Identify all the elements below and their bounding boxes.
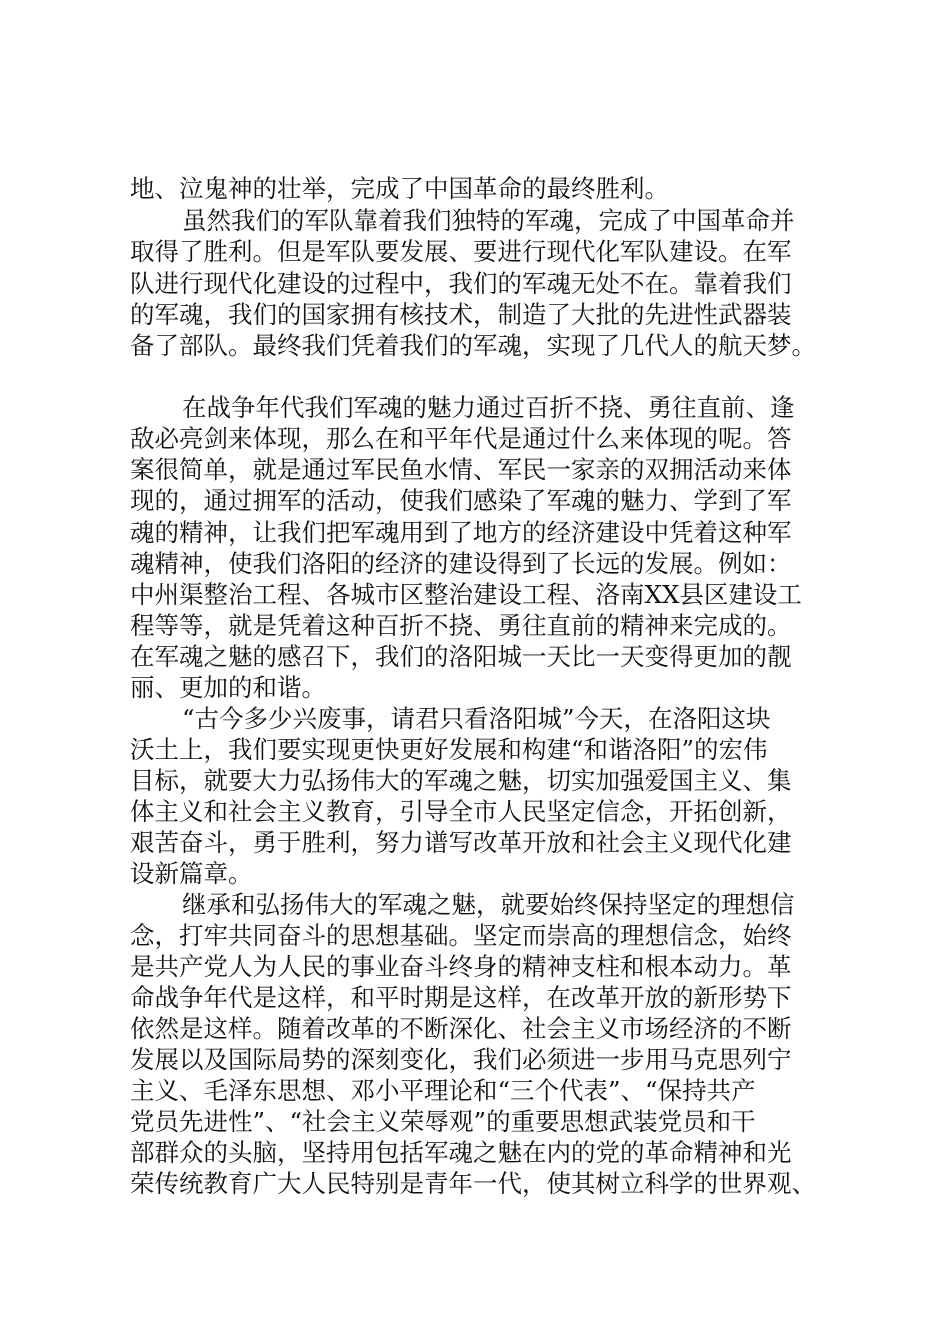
text-line: 取得了胜利。但是军队要发展、要进行现代化军队建设。在军 — [130, 237, 792, 266]
text-line: “古今多少兴废事，请君只看洛阳城”今天，在洛阳这块 — [182, 704, 771, 733]
text-line: 中州渠整治工程、各城市区整治建设工程、洛南XX县区建设工 — [130, 580, 802, 609]
text-line: 党员先进性”、“社会主义荣辱观”的重要思想武装党员和干 — [130, 1107, 756, 1136]
text-line: 发展以及国际局势的深刻变化，我们必须进一步用马克思列宁 — [130, 1045, 792, 1074]
text-line: 主义、毛泽东思想、邓小平理论和“三个代表”、“保持共产 — [130, 1076, 756, 1105]
text-line: 依然是这样。随着改革的不断深化、社会主义市场经济的不断 — [130, 1014, 792, 1043]
text-line: 魂的精神，让我们把军魂用到了地方的经济建设中凭着这种军 — [130, 518, 792, 547]
text-line: 程等等，就是凭着这种百折不挠、勇往直前的精神来完成的。 — [130, 611, 792, 640]
text-line: 设新篇章。 — [130, 859, 253, 888]
text-line: 艰苦奋斗，勇于胜利，努力谱写改革开放和社会主义现代化建 — [130, 828, 792, 857]
text-line: 继承和弘扬伟大的军魂之魅，就要始终保持坚定的理想信 — [182, 890, 795, 919]
text-line: 部群众的头脑，坚持用包括军魂之魅在内的党的革命精神和光 — [130, 1138, 792, 1167]
text-line: 敌必亮剑来体现，那么在和平年代是通过什么来体现的呢。答 — [130, 424, 792, 453]
text-line: 命战争年代是这样，和平时期是这样，在改革开放的新形势下 — [130, 983, 792, 1012]
text-line: 备了部队。最终我们凭着我们的军魂，实现了几代人的航天梦。 — [130, 331, 816, 360]
text-line: 体主义和社会主义教育，引导全市人民坚定信念，开拓创新， — [130, 797, 792, 826]
text-line: 的军魂，我们的国家拥有核技术，制造了大批的先进性武器装 — [130, 300, 792, 329]
text-line: 目标，就要大力弘扬伟大的军魂之魅，切实加强爱国主义、集 — [130, 766, 792, 795]
text-line: 在战争年代我们军魂的魅力通过百折不挠、勇往直前、逢 — [182, 393, 795, 422]
text-line: 虽然我们的军队靠着我们独特的军魂，完成了中国革命并 — [182, 206, 795, 235]
text-line: 队进行现代化建设的过程中，我们的军魂无处不在。靠着我们 — [130, 269, 792, 298]
text-line: 在军魂之魅的感召下，我们的洛阳城一天比一天变得更加的靓 — [130, 642, 792, 671]
text-line: 沃土上，我们要实现更快更好发展和构建“和谐洛阳”的宏伟 — [130, 735, 768, 764]
text-line: 现的，通过拥军的活动，使我们感染了军魂的魅力、学到了军 — [130, 486, 792, 515]
text-line: 丽、更加的和谐。 — [130, 673, 326, 702]
text-line: 是共产党人为人民的事业奋斗终身的精神支柱和根本动力。革 — [130, 952, 792, 981]
text-line: 地、泣鬼神的壮举，完成了中国革命的最终胜利。 — [130, 174, 669, 203]
text-line: 案很简单，就是通过军民鱼水情、军民一家亲的双拥活动来体 — [130, 455, 792, 484]
text-line: 魂精神，使我们洛阳的经济的建设得到了长远的发展。例如： — [130, 549, 792, 578]
text-line: 念，打牢共同奋斗的思想基础。坚定而崇高的理想信念，始终 — [130, 921, 792, 950]
text-line: 荣传统教育广大人民特别是青年一代，使其树立科学的世界观、 — [130, 1169, 816, 1198]
